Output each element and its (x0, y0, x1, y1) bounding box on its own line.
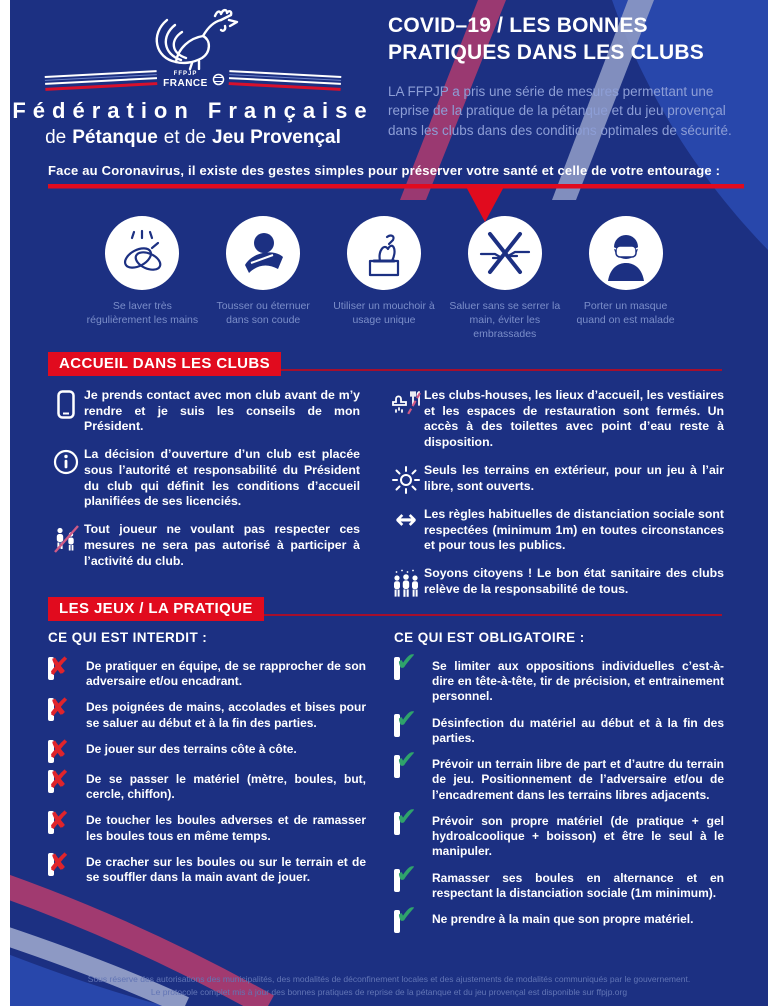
footer-line-1: Sous réserve des autorisations des municipalités, des modalités de déconfinement locales et des ajustements de modalités communiqués par le gouvernement. (87, 973, 691, 984)
jeux-content (48, 630, 724, 942)
subtitle-petanque: Pétanque (72, 126, 158, 148)
phone-icon (57, 390, 75, 419)
geste-cough-elbow (203, 216, 324, 342)
interdit-item: ✘ De se passer le matériel (mètre, boules, but, cercle, chiffon). (48, 764, 366, 802)
speed-lines-right (229, 70, 342, 90)
accueil-item-exclusion: Tout joueur ne voulant pas respecter ces mesures ne sera pas autorisé à participer à l’activité du club. (48, 522, 360, 569)
single-use-tissue-icon (354, 223, 414, 283)
check-checkbox-icon: ✔ (394, 714, 400, 737)
accueil-right-column (388, 388, 724, 610)
face-mask-icon (596, 223, 656, 283)
federation-subtitle (10, 127, 376, 149)
footer (10, 973, 768, 999)
obligatoire-column (394, 630, 724, 942)
check-checkbox-icon: ✔ (394, 910, 400, 933)
ffpjp-logo-block (10, 6, 376, 149)
accueil-content (48, 388, 724, 610)
accueil-left-column (48, 388, 360, 610)
accueil-item-citizens: Soyons citoyens ! Le bon état sanitaire des clubs relève de la responsabilité de tous. (388, 566, 724, 598)
no-handshake-icon (475, 223, 535, 283)
accueil-item-distance: ↔ Les règles habituelles de distanciation sociale sont respectées (minimum 1m) en toutes circonstances et pour tous les publics. (395, 504, 725, 553)
check-checkbox-icon: ✔ (394, 869, 400, 892)
geste-wash-hands (82, 216, 203, 342)
geste-label: Utiliser un mouchoir à usage unique (333, 300, 435, 327)
gestes-intro-text: Face au Coronavirus, il existe des gestes simples pour préserver votre santé et celle de votre entourage : (48, 163, 721, 178)
check-checkbox-icon: ✔ (394, 657, 400, 680)
poster-title: COVID–19 / LES BONNES PRATIQUES DANS LES CLUBS (388, 14, 704, 65)
subtitle-et-de: et de (163, 126, 207, 148)
rooster-logo-icon (143, 6, 243, 70)
cross-checkbox-icon: ✘ (48, 693, 69, 723)
interdit-item: ✘ Des poignées de mains, accolades et bises pour se saluer au début et à la fin des parties. (48, 693, 366, 730)
obligatoire-item: ✔ Désinfection du matériel au début et à la fin des parties. (396, 703, 724, 745)
info-icon (53, 449, 79, 475)
gestes-icons-row (82, 216, 686, 342)
badge-ffpjp-text: FFPJP (173, 71, 198, 77)
no-participation-icon (52, 524, 80, 554)
accueil-item-outdoor: Seuls les terrains en extérieur, pour un jeu à l’air libre, sont ouverts. (388, 463, 724, 495)
accueil-item-contact: Je prends contact avec mon club avant de m’y rendre et je suis les conseils de mon Président. (48, 388, 360, 435)
footer-line-2: Le protocole complet mis à jour des bonnes pratiques de reprise de la pétanque et du jeu provençal est disponible sur ffpjp.org (150, 986, 628, 997)
obligatoire-item: ✔ Ramasser ses boules en alternance et en respectant la distanciation sociale (1m minimum). (396, 858, 724, 900)
header-right (388, 12, 750, 140)
cross-checkbox-icon: ✘ (48, 734, 69, 764)
geste-label: Porter un masque quand on est malade (576, 300, 675, 327)
geste-tissue (324, 216, 445, 342)
left-white-edge (0, 0, 10, 1006)
subtitle-de: de (45, 126, 67, 148)
cross-checkbox-icon: ✘ (48, 847, 69, 877)
ffpjp-badge (163, 71, 208, 89)
accueil-item-facilities: Les clubs-houses, les lieux d’accueil, les vestiaires et les espaces de restauration sont fermés. Un accès à des toilettes avec point d’eau reste à disposition. (388, 388, 724, 451)
interdit-column (48, 630, 366, 942)
interdit-item: ✘ De cracher sur les boules ou sur le terrain et de se souffler dans la main avant de jouer. (48, 847, 366, 885)
obligatoire-item: ✔ Ne prendre à la main que son propre matériel. (394, 912, 724, 931)
geste-label: Se laver très régulièrement les mains (86, 300, 199, 327)
citizens-icon (391, 568, 421, 598)
interdit-item: ✘ De jouer sur des terrains côte à côte. (48, 734, 297, 764)
interdit-heading: CE QUI EST INTERDIT : (48, 630, 208, 645)
poster-intro: LA FFPJP a pris une série de mesures permettant une reprise de la pratique de la pétanque et du jeu provençal dans les clubs dans des conditions optimales de sécurité. (388, 83, 732, 138)
speed-lines-left (45, 70, 158, 90)
sun-icon (391, 465, 421, 495)
check-checkbox-icon: ✔ (394, 755, 400, 778)
jeux-section-banner: LES JEUX / LA PRATIQUE (48, 597, 264, 621)
geste-mask (565, 216, 686, 342)
check-checkbox-icon: ✔ (394, 812, 400, 835)
interdit-item: ✘ De toucher les boules adverses et de ramasser les boules tous en même temps. (48, 806, 366, 843)
badge-france-text: FRANCE (163, 77, 208, 89)
obligatoire-item: ✔ Prévoir un terrain libre de part et d’autre du terrain de jeu. Positionnement de l’adversaire et/ou de l’encadrement dans les terrains libres adjacents. (396, 745, 724, 802)
interdit-item: ✘ De pratiquer en équipe, de se rapprocher de son adversaire et/ou encadrant. (48, 652, 366, 689)
boule-icon (212, 73, 225, 86)
accueil-item-decision: La décision d’ouverture d’un club est placée sous l’autorité et responsabilité du Président du club qui définit les conditions d’accueil planifiées de ses licenciés. (48, 447, 360, 510)
wash-hands-icon (112, 223, 172, 283)
accueil-section-banner: ACCUEIL DANS LES CLUBS (48, 352, 281, 376)
distance-arrow-icon: ↔ (395, 504, 417, 535)
cross-checkbox-icon: ✘ (48, 652, 69, 681)
facilities-closed-icon (391, 390, 421, 418)
cross-checkbox-icon: ✘ (48, 806, 69, 836)
cross-checkbox-icon: ✘ (48, 764, 69, 794)
geste-label: Tousser ou éternuer dans son coude (216, 300, 310, 327)
obligatoire-heading: CE QUI EST OBLIGATOIRE : (394, 630, 585, 645)
geste-no-handshake (444, 216, 565, 342)
obligatoire-item: ✔ Se limiter aux oppositions individuelles c’est-à-dire en tête-à-tête, tir de précision, et entrainement personnel. (396, 647, 724, 704)
logo-speed-lines (10, 71, 376, 89)
federation-title: Fédération Française (12, 97, 374, 123)
geste-label: Saluer sans se serrer la main, éviter les embrassades (449, 300, 561, 341)
obligatoire-item: ✔ Prévoir son propre matériel (de pratique + gel hydroalcoolique + boisson) et être le seul à le manipuler. (396, 801, 724, 859)
cough-elbow-icon (233, 223, 293, 283)
subtitle-jeu-provencal: Jeu Provençal (212, 126, 341, 148)
